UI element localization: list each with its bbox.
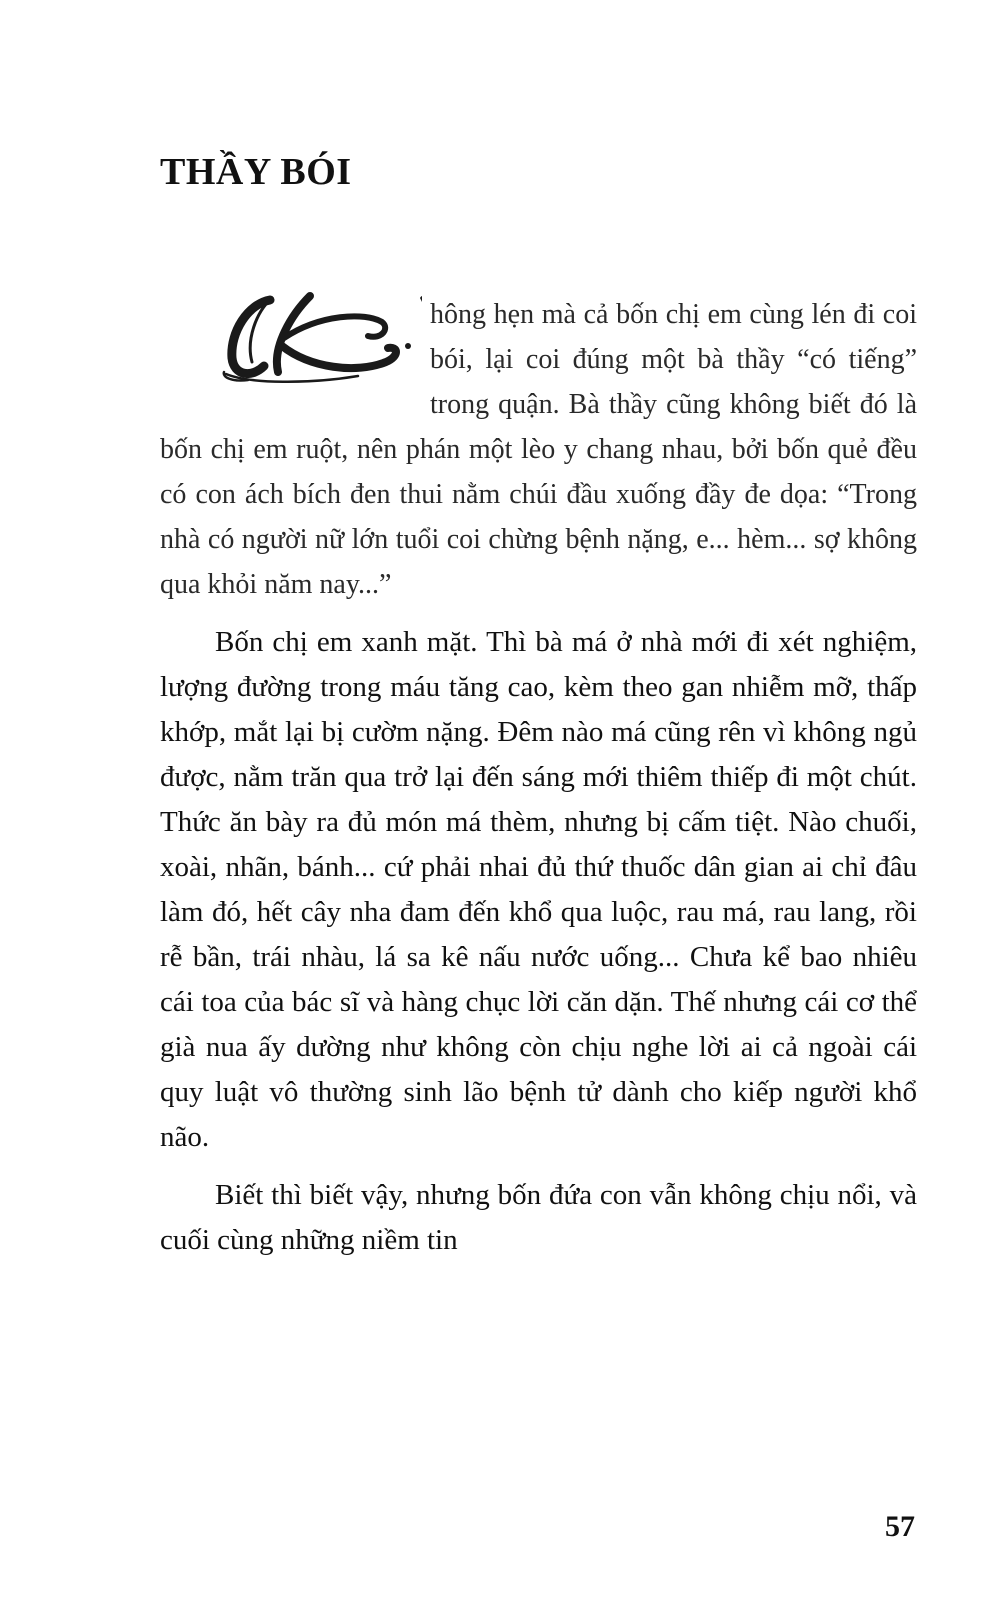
page-number: 57 xyxy=(885,1510,915,1543)
body-text xyxy=(160,292,917,1263)
paragraph-3: Biết thì biết vậy, nhưng bốn đứa con vẫn không chịu nổi, và cuối cùng những niềm tin xyxy=(160,1179,917,1256)
paragraph-1-text: hông hẹn mà cả bốn chị em cùng lén đi coi bói, lại coi đúng một bà thầy “có tiếng” trong quận. Bà thầy cũng không biết đó là bốn chị em ruột, nên phán một lèo y chang nhau, bởi bốn quẻ đều có con ách bích đen thui nằm chúi đầu xuống đầy đe dọa: “Trong nhà có người nữ lớn tuổi coi chừng bệnh nặng, e... hèm... sợ không qua khỏi năm nay...” xyxy=(160,299,917,600)
paragraph-2: Bốn chị em xanh mặt. Thì bà má ở nhà mới đi xét nghiệm, lượng đường trong máu tăng cao, kèm theo gan nhiễm mỡ, thấp khớp, mắt lại bị cườm nặng. Đêm nào má cũng rên vì không ngủ được, nằm trăn qua trở lại đến sáng mới thiêm thiếp đi một chút. Thức ăn bày ra đủ món má thèm, nhưng bị cấm tiệt. Nào chuối, xoài, nhãn, bánh... cứ phải nhai đủ thứ thuốc dân gian ai chỉ đâu làm đó, hết cây nha đam đến khổ qua luộc, rau má, rau lang, rồi rễ bần, trái nhàu, lá sa kê nấu nước uống... Chưa kể bao nhiêu cái toa của bác sĩ và hàng chục lời căn dặn. Thế nhưng cái cơ thể già nua ấy dường như không còn chịu nghe lời ai cả ngoài cái quy luật vô thường sinh lão bệnh tử dành cho kiếp người khổ não. xyxy=(160,626,917,1153)
drop-cap-ornament xyxy=(160,292,422,384)
chapter-title: THẦY BÓI xyxy=(160,151,352,193)
drop-cap-k xyxy=(160,292,422,384)
paragraph-1 xyxy=(160,292,917,607)
